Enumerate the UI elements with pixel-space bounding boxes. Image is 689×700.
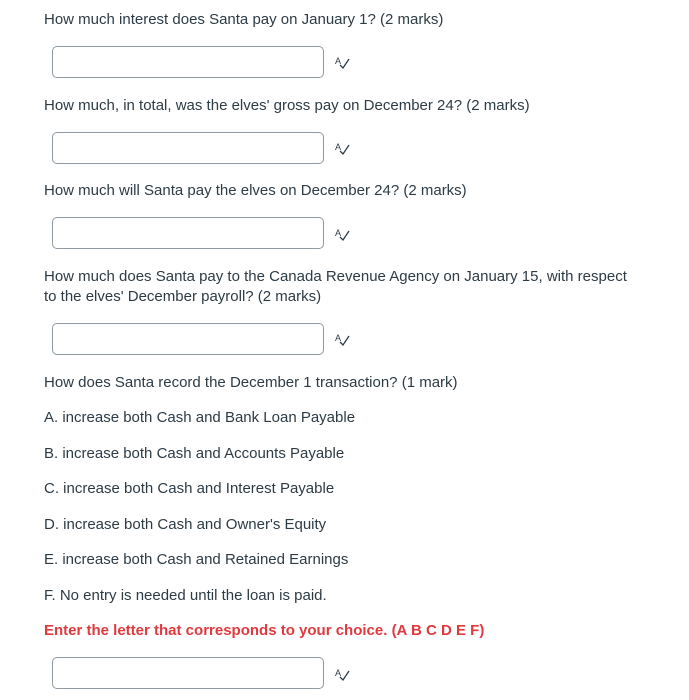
mc-option-f: F. No entry is needed until the loan is paid. bbox=[44, 587, 327, 604]
question-2-text: How much, in total, was the elves' gross pay on December 24? (2 marks) bbox=[44, 97, 530, 114]
spellcheck-icon[interactable] bbox=[334, 140, 350, 156]
question-3-text: How much will Santa pay the elves on December 24? (2 marks) bbox=[44, 182, 467, 199]
spellcheck-icon[interactable] bbox=[334, 331, 350, 347]
svg-text:A: A bbox=[335, 668, 342, 678]
question-1-text: How much interest does Santa pay on January 1? (2 marks) bbox=[44, 11, 444, 28]
answer-input-2[interactable] bbox=[52, 132, 324, 164]
answer-input-4[interactable] bbox=[52, 323, 324, 355]
mc-option-e: E. increase both Cash and Retained Earnings bbox=[44, 551, 349, 568]
mc-answer-input[interactable] bbox=[52, 657, 324, 689]
svg-text:A: A bbox=[335, 228, 342, 238]
spellcheck-icon[interactable] bbox=[334, 226, 350, 242]
spellcheck-icon[interactable] bbox=[334, 666, 350, 682]
mc-option-d: D. increase both Cash and Owner's Equity bbox=[44, 516, 327, 533]
mc-option-c: C. increase both Cash and Interest Payable bbox=[44, 480, 335, 497]
spellcheck-icon[interactable] bbox=[334, 54, 350, 70]
question-4-text: How much does Santa pay to the Canada Revenue Agency on January 15, with respect to the elves' December payroll? (2 marks) bbox=[44, 268, 627, 305]
svg-text:A: A bbox=[335, 142, 342, 152]
answer-input-1[interactable] bbox=[52, 46, 324, 78]
mc-option-b: B. increase both Cash and Accounts Payable bbox=[44, 445, 345, 462]
answer-input-3[interactable] bbox=[52, 217, 324, 249]
mc-question-text: How does Santa record the December 1 transaction? (1 mark) bbox=[44, 374, 458, 391]
mc-choice-prompt: Enter the letter that corresponds to your choice. (A B C D E F) bbox=[44, 622, 485, 639]
mc-option-a: A. increase both Cash and Bank Loan Payable bbox=[44, 409, 356, 426]
svg-text:A: A bbox=[335, 333, 342, 343]
svg-text:A: A bbox=[335, 56, 342, 66]
